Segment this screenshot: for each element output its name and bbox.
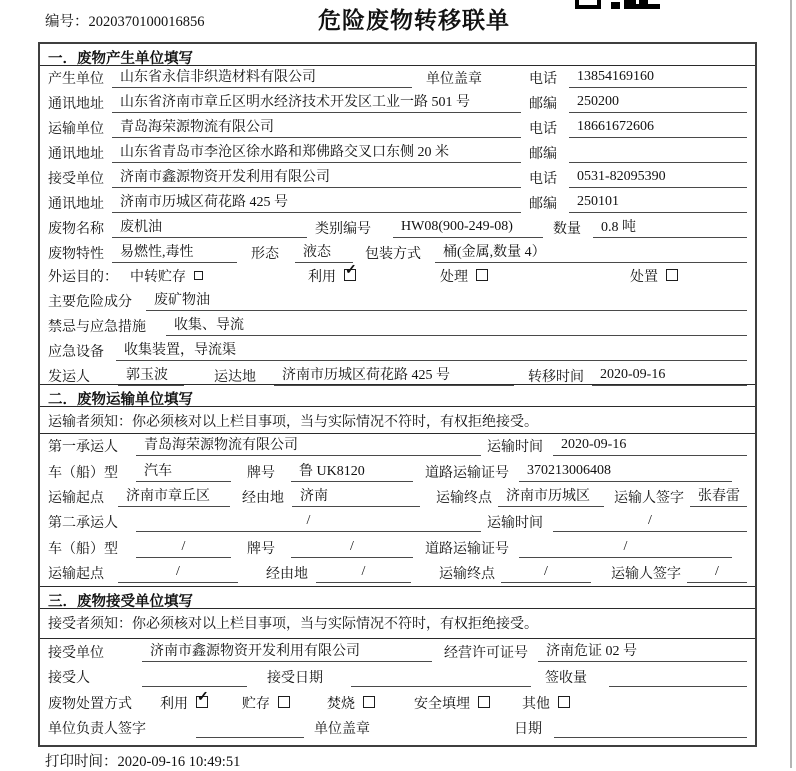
field-value: 鲁 UK8120 bbox=[291, 460, 413, 482]
field-value bbox=[569, 144, 747, 163]
field-value bbox=[351, 668, 531, 687]
field-value: 收集装置，导流渠 bbox=[116, 339, 747, 361]
print-time-label: 打印时间： bbox=[45, 754, 118, 770]
form-row bbox=[40, 241, 755, 266]
field-label: 道路运输证号 bbox=[425, 465, 509, 481]
field-value: / bbox=[553, 513, 747, 532]
field-label: 废物名称 bbox=[48, 222, 104, 237]
field-label: 通讯地址 bbox=[48, 97, 104, 112]
checkbox-option bbox=[160, 689, 242, 713]
field-label: 转移时间 bbox=[528, 370, 584, 385]
field-value: / bbox=[118, 564, 238, 583]
field-label: 包装方式 bbox=[365, 247, 421, 262]
field-label: 运输人签字 bbox=[611, 566, 681, 582]
doc-number-value: 2020370100016856 bbox=[88, 14, 205, 30]
field-label: 废物特性 bbox=[48, 247, 104, 262]
form-row bbox=[40, 561, 755, 586]
field-label: 类别编号 bbox=[315, 222, 371, 237]
field-label: 邮编 bbox=[529, 147, 557, 162]
checkbox-unchecked-icon bbox=[363, 696, 375, 708]
form-row bbox=[40, 510, 755, 535]
field-value: 废机油 bbox=[112, 216, 307, 238]
field-value: 桶(金属,数量 4） bbox=[435, 241, 747, 263]
field-label: 单位负责人签字 bbox=[48, 722, 146, 737]
form-row bbox=[40, 434, 755, 459]
section-receiver bbox=[40, 586, 755, 741]
field-label: 产生单位 bbox=[48, 72, 104, 87]
field-value: 易燃性,毒性 bbox=[112, 241, 237, 263]
checkbox-option bbox=[414, 693, 522, 713]
checkbox-option bbox=[327, 693, 414, 713]
field-value: 0531-82095390 bbox=[569, 169, 747, 188]
form-row bbox=[40, 535, 755, 560]
field-value: 0.8 吨 bbox=[593, 216, 747, 238]
field-value: 济南市历城区荷花路 425 号 bbox=[112, 191, 521, 213]
field-label: 电话 bbox=[529, 72, 557, 87]
field-label: 废物处置方式 bbox=[48, 696, 132, 712]
field-label: 运输终点 bbox=[439, 566, 495, 582]
checkbox-label: 贮存 bbox=[242, 696, 270, 712]
form-row bbox=[40, 639, 755, 665]
field-value: / bbox=[316, 564, 411, 583]
check-mark-icon: ✓ bbox=[345, 263, 357, 278]
checkbox-option bbox=[440, 266, 630, 286]
field-label: 第一承运人 bbox=[48, 440, 118, 456]
checkbox-label: 利用 bbox=[308, 270, 336, 285]
checkbox-label: 中转贮存 bbox=[130, 270, 186, 285]
field-label: 运输人签字 bbox=[614, 490, 684, 506]
field-label: 主要危险成分 bbox=[48, 295, 132, 310]
doc-number-label: 编号： bbox=[45, 14, 89, 30]
field-value: 济南市鑫源物资开发利用有限公司 bbox=[142, 640, 432, 662]
checkbox-unchecked-icon bbox=[476, 269, 488, 281]
checkbox-unchecked-icon bbox=[666, 269, 678, 281]
checkbox-label: 处置 bbox=[630, 270, 658, 285]
field-value: 收集、导流 bbox=[166, 314, 747, 336]
checkbox-option bbox=[130, 266, 308, 286]
form-row bbox=[40, 690, 755, 716]
field-label: 运输起点 bbox=[48, 566, 104, 582]
field-label: 运输时间 bbox=[487, 440, 543, 456]
section-receiver-rows bbox=[40, 639, 755, 741]
field-value: 370213006408 bbox=[519, 463, 732, 482]
field-label: 签收量 bbox=[545, 671, 587, 686]
field-value: 张春雷 bbox=[690, 485, 747, 507]
field-label: 运输起点 bbox=[48, 490, 104, 506]
checkbox-checked-icon bbox=[196, 689, 209, 708]
field-value: HW08(900-249-08) bbox=[393, 219, 543, 238]
field-value: / bbox=[501, 564, 591, 583]
field-value: 郭玉波 bbox=[118, 364, 184, 386]
field-value: 山东省济南市章丘区明水经济技术开发区工业一路 501 号 bbox=[112, 91, 521, 113]
field-value: / bbox=[136, 513, 481, 532]
form-row bbox=[40, 91, 755, 116]
field-value: / bbox=[136, 539, 231, 558]
field-value: 山东省青岛市李沧区徐水路和郑佛路交叉口东侧 20 米 bbox=[112, 141, 521, 163]
field-label: 接受单位 bbox=[48, 172, 104, 187]
field-value bbox=[142, 668, 247, 687]
field-value: / bbox=[291, 539, 413, 558]
checkbox-unchecked-icon bbox=[478, 696, 490, 708]
form-row bbox=[40, 141, 755, 166]
field-value: 废矿物油 bbox=[146, 289, 747, 311]
static-text: 单位盖章 bbox=[314, 722, 370, 737]
checkbox-option bbox=[630, 266, 678, 286]
field-label: 经营许可证号 bbox=[444, 645, 528, 661]
field-label: 电话 bbox=[529, 172, 557, 187]
field-label: 牌号 bbox=[247, 541, 275, 557]
checkbox-label: 其他 bbox=[522, 696, 550, 712]
field-value: 汽车 bbox=[136, 460, 231, 482]
field-label: 日期 bbox=[514, 722, 542, 737]
field-value: 济南市章丘区 bbox=[118, 485, 230, 507]
page-edge-line bbox=[790, 0, 792, 768]
checkbox-label: 处理 bbox=[440, 270, 468, 285]
print-time-value: 2020-09-16 10:49:51 bbox=[117, 754, 241, 770]
section-transporter bbox=[40, 384, 755, 586]
form-row bbox=[40, 116, 755, 141]
field-label: 数量 bbox=[553, 222, 581, 237]
field-value: 青岛海荣源物流有限公司 bbox=[112, 116, 521, 138]
checkbox-unchecked-icon bbox=[278, 696, 290, 708]
field-value bbox=[554, 719, 747, 738]
field-value: 250200 bbox=[569, 94, 747, 113]
checkbox-label: 焚烧 bbox=[327, 696, 355, 712]
checkbox-unchecked-icon bbox=[194, 271, 203, 280]
field-value: 2020-09-16 bbox=[592, 367, 747, 386]
section-receiver-title: 三．废物接受单位填写 bbox=[40, 587, 755, 609]
field-value: 山东省永信非织造材料有限公司 bbox=[112, 66, 412, 88]
section-producer-rows bbox=[40, 66, 755, 384]
field-value: 济南市历城区荷花路 425 号 bbox=[274, 364, 514, 386]
section-transporter-rows bbox=[40, 434, 755, 586]
field-value bbox=[196, 719, 304, 738]
field-label: 接受日期 bbox=[267, 671, 323, 686]
field-label: 禁忌与应急措施 bbox=[48, 320, 146, 335]
field-label: 运输时间 bbox=[487, 516, 543, 532]
transporter-notice: 运输者须知：你必须核对以上栏目事项，当与实际情况不符时，有权拒绝接受。 bbox=[40, 407, 755, 434]
field-value: / bbox=[519, 539, 732, 558]
field-label: 运达地 bbox=[214, 370, 256, 385]
checkbox-option bbox=[522, 693, 570, 713]
field-label: 发运人 bbox=[48, 370, 90, 385]
field-label: 经由地 bbox=[266, 566, 308, 582]
form-row bbox=[40, 289, 755, 314]
qr-code-partial-icon bbox=[575, 0, 663, 9]
field-label: 接受单位 bbox=[48, 645, 104, 661]
field-label: 经由地 bbox=[242, 490, 284, 506]
field-label: 形态 bbox=[251, 247, 279, 262]
static-text: 单位盖章 bbox=[426, 72, 482, 87]
field-value: 济南危证 02 号 bbox=[538, 640, 747, 662]
field-label: 通讯地址 bbox=[48, 197, 104, 212]
checkbox-option bbox=[308, 263, 440, 286]
form-row bbox=[40, 339, 755, 364]
form-row bbox=[40, 66, 755, 91]
field-value: 液态 bbox=[295, 241, 353, 263]
checkbox-unchecked-icon bbox=[558, 696, 570, 708]
check-mark-icon: ✓ bbox=[197, 689, 209, 705]
form-row bbox=[40, 314, 755, 339]
field-label: 第二承运人 bbox=[48, 516, 118, 532]
checkbox-checked-icon bbox=[344, 263, 357, 281]
receiver-notice: 接受者须知：你必须核对以上栏目事项，当与实际情况不符时，有权拒绝接受。 bbox=[40, 609, 755, 639]
form-row bbox=[40, 263, 755, 289]
doc-number bbox=[45, 10, 205, 31]
section-transporter-title: 二．废物运输单位填写 bbox=[40, 385, 755, 407]
field-label: 接受人 bbox=[48, 671, 90, 686]
form-row bbox=[40, 191, 755, 216]
form-row bbox=[40, 459, 755, 484]
field-label: 运输单位 bbox=[48, 122, 104, 137]
section-producer bbox=[40, 44, 755, 384]
form-row bbox=[40, 216, 755, 241]
field-label: 邮编 bbox=[529, 197, 557, 212]
field-label: 车（船）型 bbox=[48, 541, 118, 557]
field-label: 应急设备 bbox=[48, 345, 104, 360]
field-value: 13854169160 bbox=[569, 69, 747, 88]
form-row bbox=[40, 665, 755, 691]
field-label: 通讯地址 bbox=[48, 147, 104, 162]
form-row bbox=[40, 485, 755, 510]
doc-title: 危险废物转移联单 bbox=[318, 8, 510, 33]
form-table bbox=[38, 42, 757, 747]
form-row bbox=[40, 716, 755, 742]
field-value: 250101 bbox=[569, 194, 747, 213]
field-value: 青岛海荣源物流有限公司 bbox=[136, 434, 481, 456]
form-row bbox=[40, 166, 755, 191]
field-value: 济南 bbox=[292, 485, 420, 507]
checkbox-label: 利用 bbox=[160, 696, 188, 712]
field-label: 牌号 bbox=[247, 465, 275, 481]
field-value: 2020-09-16 bbox=[553, 437, 747, 456]
field-value: 济南市鑫源物资开发利用有限公司 bbox=[112, 166, 521, 188]
field-label: 道路运输证号 bbox=[425, 541, 509, 557]
field-label: 邮编 bbox=[529, 97, 557, 112]
field-label: 运输终点 bbox=[436, 490, 492, 506]
field-value: / bbox=[687, 564, 747, 583]
field-value: 济南市历城区 bbox=[498, 485, 604, 507]
checkbox-label: 安全填埋 bbox=[414, 696, 470, 712]
checkbox-option bbox=[242, 693, 327, 713]
field-value: 18661672606 bbox=[569, 119, 747, 138]
field-label: 电话 bbox=[529, 122, 557, 137]
field-label: 车（船）型 bbox=[48, 465, 118, 481]
field-label: 外运目的： bbox=[48, 270, 118, 285]
section-producer-title: 一．废物产生单位填写 bbox=[40, 44, 755, 66]
field-value bbox=[609, 668, 747, 687]
